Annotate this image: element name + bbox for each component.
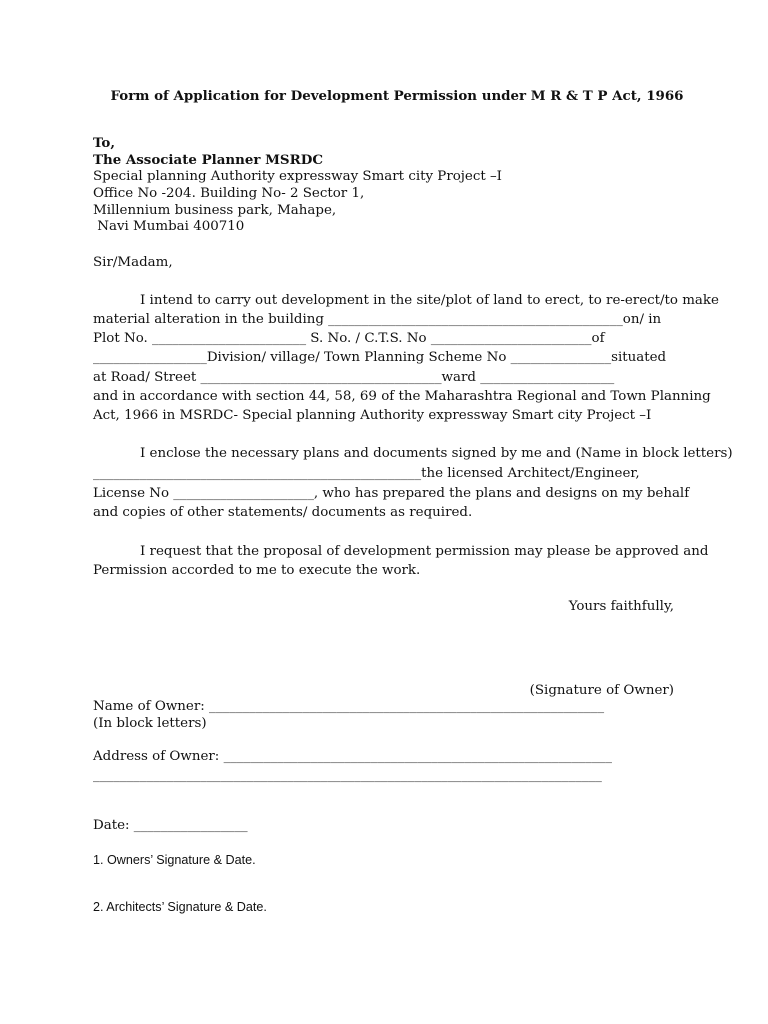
closing: Yours faithfully, — [568, 599, 674, 614]
para1-line-4: _________________Division/ village/ Town Planning Scheme No _______________situated — [93, 350, 667, 365]
para1-line-2: material alteration in the building ____________________________________________on/ in — [93, 312, 662, 327]
name-of-owner-field: Name of Owner: ___________________________________________________________ — [93, 699, 605, 714]
addressee: The Associate Planner MSRDC — [93, 152, 323, 168]
architects-signature-line: 2. Architects’ Signature & Date. — [93, 900, 267, 914]
date-field: Date: _________________ — [93, 818, 248, 833]
address-line-2: Office No -204. Building No- 2 Sector 1, — [93, 186, 365, 201]
block-letters-note: (In block letters) — [93, 716, 207, 731]
signature-label: (Signature of Owner) — [529, 683, 674, 698]
owners-signature-line: 1. Owners’ Signature & Date. — [93, 853, 256, 867]
address-of-owner-line-2: ____________________________________________________________________________ — [93, 768, 602, 783]
para3-line-1: I request that the proposal of development permission may please be approved and — [140, 544, 709, 559]
address-line-3: Millennium business park, Mahape, — [93, 203, 337, 218]
address-line-1: Special planning Authority expressway Smart city Project –I — [93, 169, 502, 184]
para1-line-3: Plot No. _______________________ S. No. / C.T.S. No ________________________of — [93, 331, 605, 346]
para3-line-2: Permission accorded to me to execute the work. — [93, 563, 421, 578]
para2-line-3: License No _____________________, who has prepared the plans and designs on my behalf — [93, 486, 690, 501]
address-of-owner-field: Address of Owner: __________________________________________________________ — [93, 749, 612, 764]
salutation: Sir/Madam, — [93, 255, 173, 270]
form-title: Form of Application for Development Permission under M R & T P Act, 1966 — [110, 88, 684, 104]
to-label: To, — [93, 135, 116, 151]
para2-line-2: _________________________________________________the licensed Architect/Engineer, — [93, 466, 640, 481]
para1-line-6: and in accordance with section 44, 58, 69 of the Maharashtra Regional and Town Planning — [93, 389, 711, 404]
para1-line-5: at Road/ Street ____________________________________ward ____________________ — [93, 370, 615, 385]
para2-line-1: I enclose the necessary plans and documents signed by me and (Name in block letters) — [140, 446, 733, 461]
para1-line-1: I intend to carry out development in the site/plot of land to erect, to re-erect/to make — [140, 293, 719, 308]
address-line-4: Navi Mumbai 400710 — [93, 219, 245, 234]
para1-line-7: Act, 1966 in MSRDC- Special planning Authority expressway Smart city Project –I — [93, 408, 652, 423]
para2-line-4: and copies of other statements/ documents as required. — [93, 505, 473, 520]
